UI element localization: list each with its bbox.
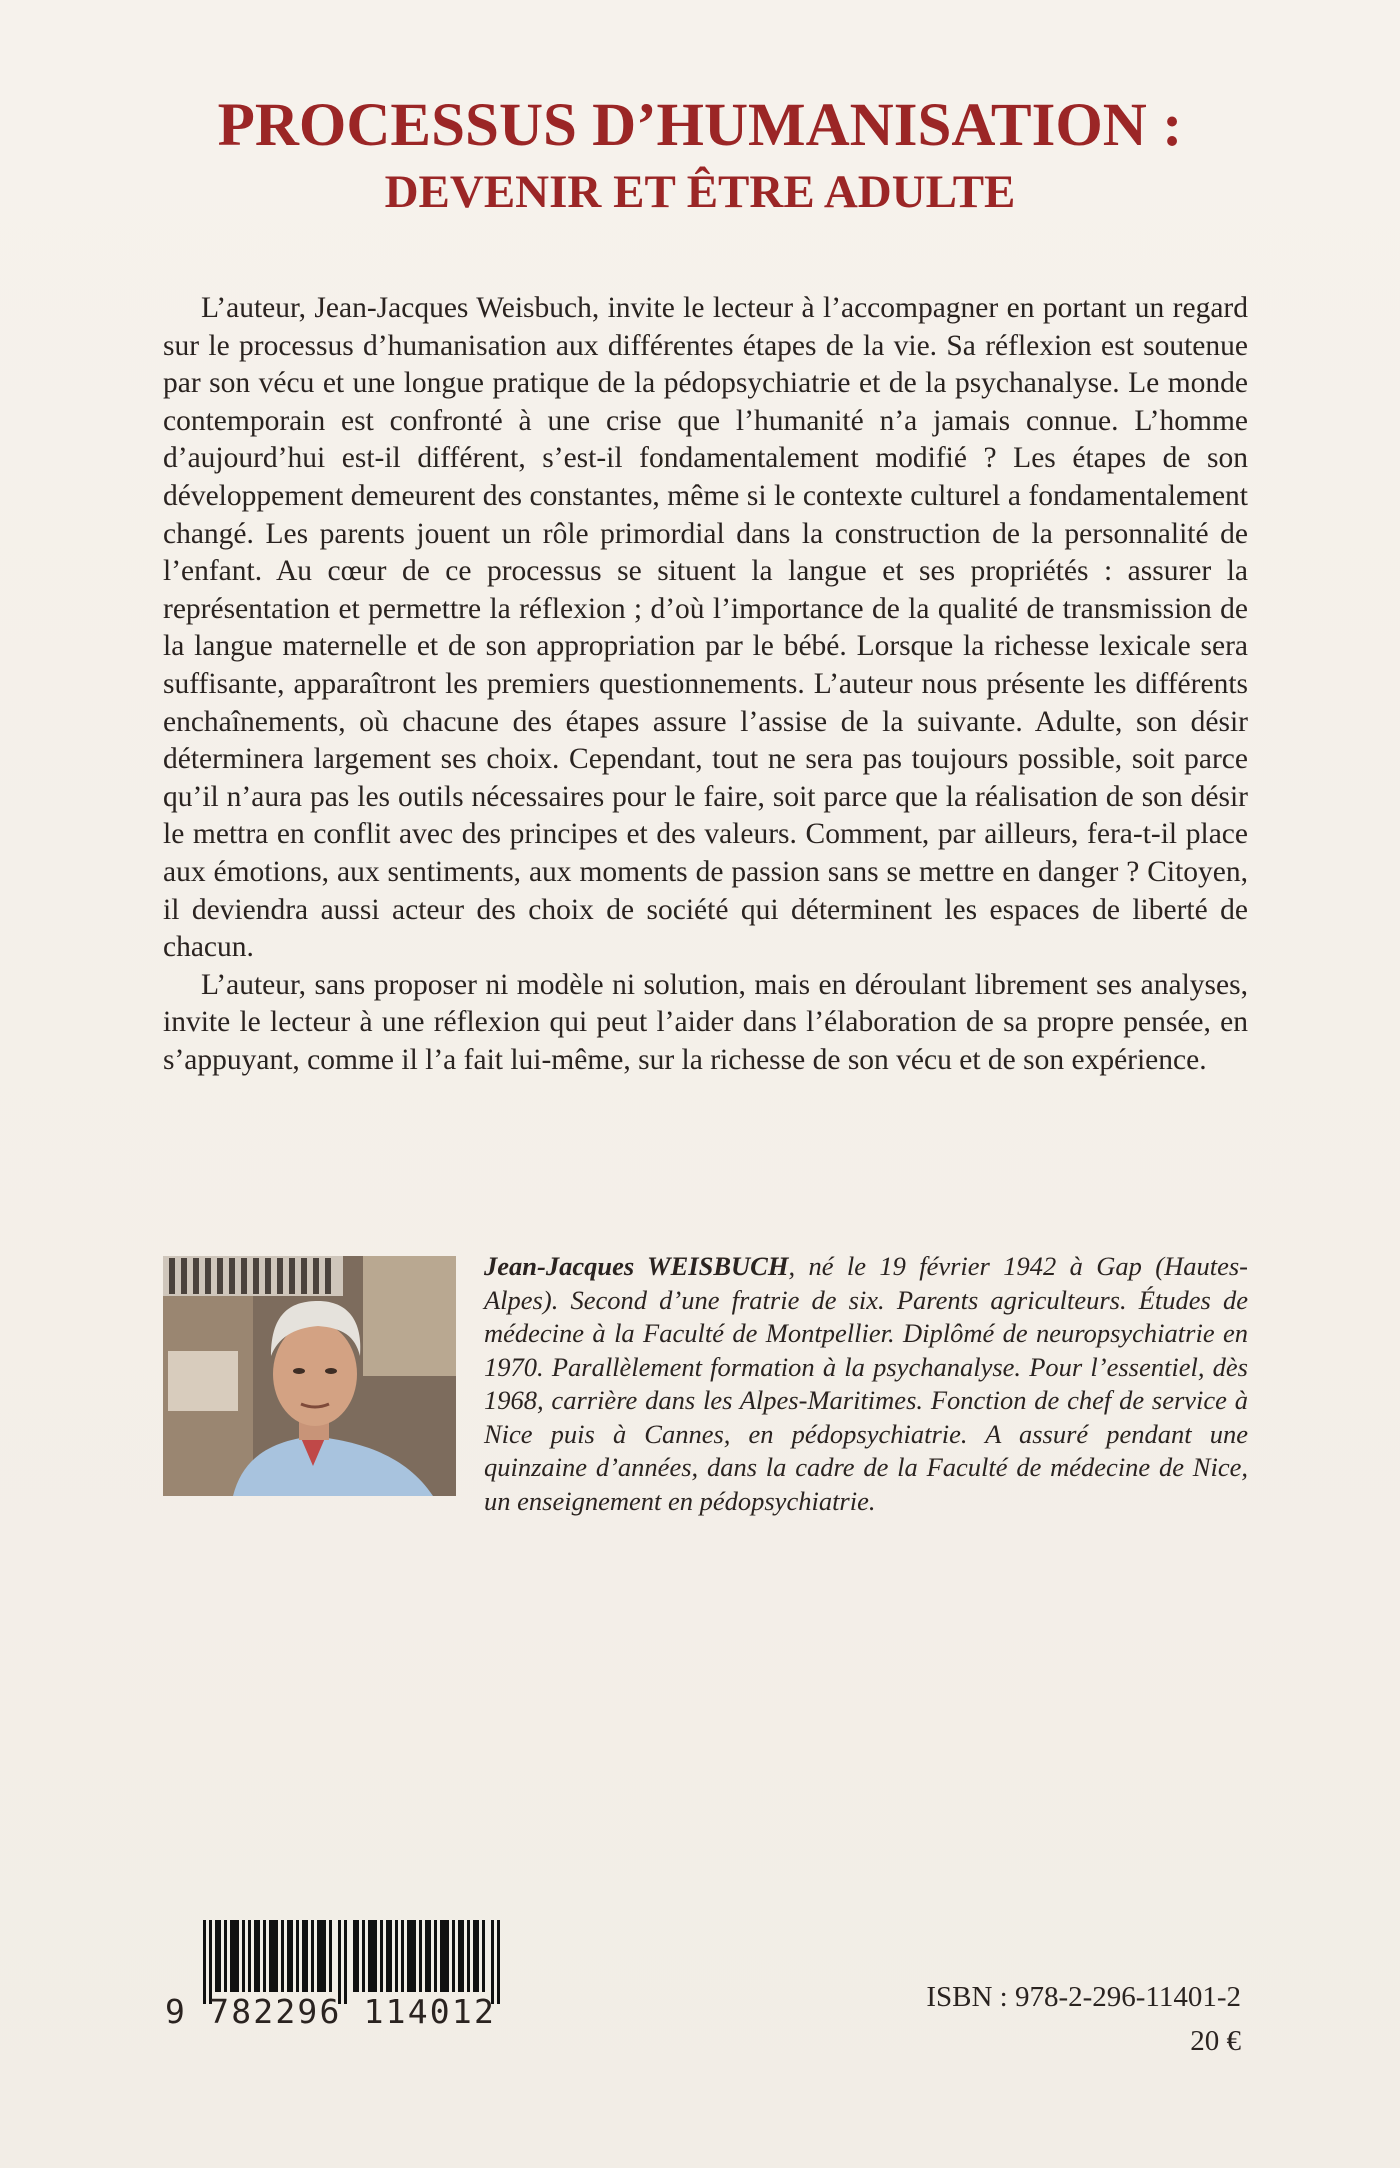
summary-paragraph-1: L’auteur, Jean-Jacques Weisbuch, invite le lecteur à l’accompagner en portant un regard sur le processus d’humanisation aux différentes étapes de la vie. Sa réflexion est soutenue par son vécu et une longue pratique de la pédopsychiatrie et de la psychanalyse. Le monde contemporain est confronté à une crise que l’humanité n’a jamais connue. L’homme d’aujourd’hui est-il différent, s’est-il fondamentalement modifié ? Les étapes de son développement demeurent des constantes, même si le contexte culturel a fondamentalement changé. Les parents jouent un rôle primordial dans la construction de la personnalité de l’enfant. Au cœur de ce processus se situent la langue et ses propriétés : assurer la représentation et permettre la réflexion ; d’où l’importance de la qualité de transmission de la langue maternelle et de son appropriation par le bébé. Lorsque la richesse lexicale sera suffisante, apparaîtront les premiers questionnements. L’auteur nous présente les différents enchaînements, où chacune des étapes assure l’assise de la suivante. Adulte, son désir déterminera largement ses choix. Cependant, tout ne sera pas toujours possible, soit parce qu’il n’aura pas les outils nécessaires pour le faire, soit parce que la réalisation de son désir le mettra en conflit avec des principes et des valeurs. Comment, par ailleurs, fera-t-il place aux émotions, aux sentiments, aux moments de passion sans se mettre en danger ? Citoyen, il deviendra aussi acteur des choix de société qui déterminent les espaces de liberté de chacun. (163, 292, 1248, 964)
author-name: Jean-Jacques WEISBUCH (484, 1251, 789, 1281)
book-summary (163, 290, 1248, 1079)
price: 20 € (1190, 2025, 1241, 2057)
book-title: PROCESSUS D’HUMANISATION : (217, 92, 1183, 159)
barcode-digits: 9 782296 114012 (165, 1992, 497, 2031)
author-portrait-illustration (163, 1256, 456, 1496)
title-block (0, 92, 1400, 220)
barcode (165, 1920, 515, 2030)
author-bio-text: , né le 19 février 1942 à Gap (Hautes-Alpes). Second d’une fratrie de six. Parents agriculteurs. Études de médecine à la Faculté de Montpellier. Diplômé de neuropsychiatrie en 1970. Parallèlement formation à la psychanalyse. Pour l’essentiel, dès 1968, carrière dans les Alpes-Maritimes. Fonction de chef de service à Nice puis à Cannes, en pédopsychiatrie. A assuré pendant une quinzaine d’années, dans la cadre de la Faculté de médecine de Nice, un enseignement en pédopsychiatrie. (484, 1251, 1249, 1516)
author-photo (163, 1256, 456, 1496)
summary-paragraph-2: L’auteur, sans proposer ni modèle ni solution, mais en déroulant librement ses analyses, invite le lecteur à une réflexion qui peut l’aider dans l’élaboration de sa propre pensée, en s’appuyant, comme il l’a fait lui-même, sur la richesse de son vécu et de son expérience. (163, 968, 1248, 1076)
isbn: ISBN : 978-2-296-11401-2 (926, 1981, 1241, 2013)
book-subtitle: DEVENIR ET ÊTRE ADULTE (384, 166, 1016, 218)
author-bio (163, 1250, 1248, 1518)
